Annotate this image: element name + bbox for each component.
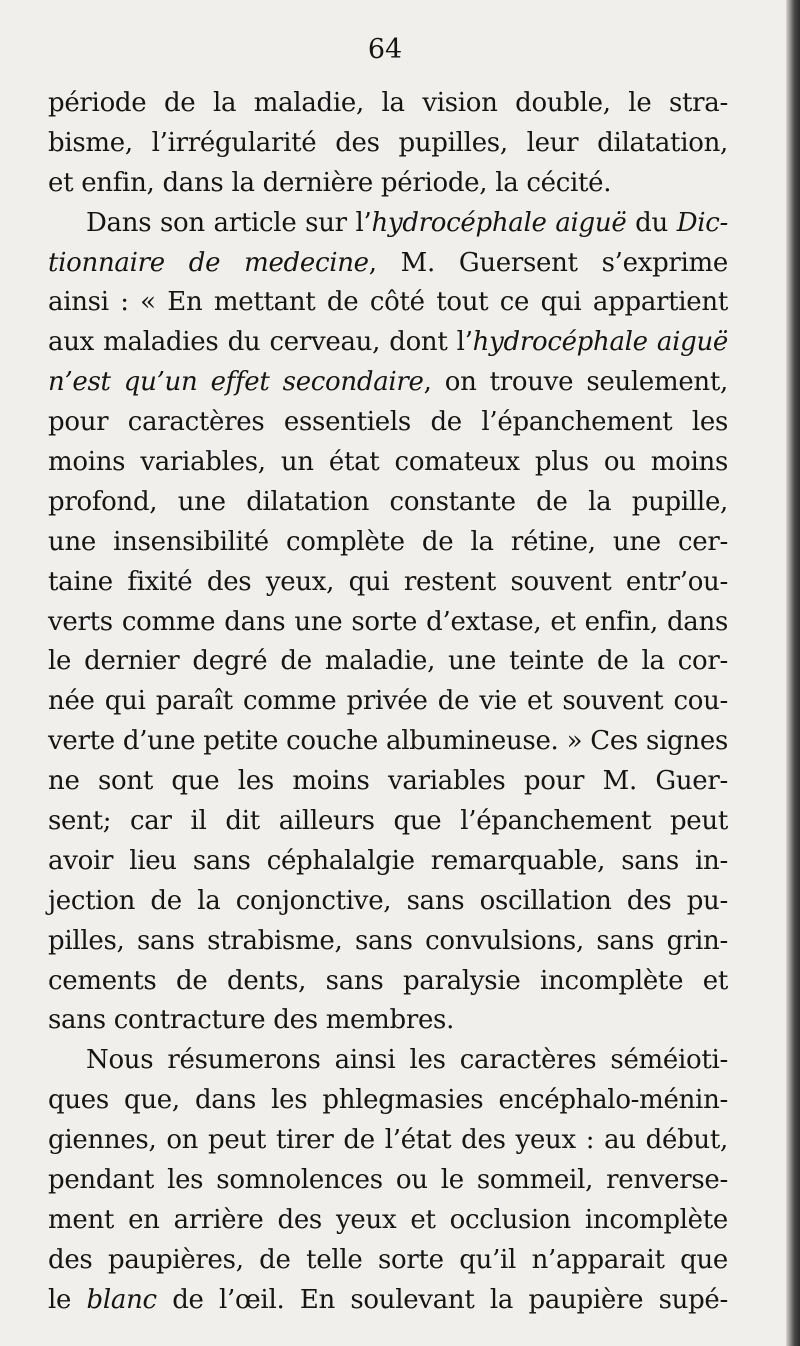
text-line <box>48 842 728 882</box>
text-segment: ment en arrière des yeux et occlusion incomplète <box>48 1204 728 1235</box>
text-segment: , on trouve seulement, <box>423 367 728 398</box>
text-line <box>48 323 728 363</box>
italic-segment: Dic- <box>676 207 729 238</box>
page-number: 64 <box>367 34 403 65</box>
text-segment: ques que, dans les phlegmasies encéphalo-ménin- <box>48 1085 728 1116</box>
text-segment: aux maladies du cerveau, dont l’ <box>48 327 473 358</box>
text-line <box>48 1081 728 1121</box>
text-segment: le <box>48 1284 87 1315</box>
text-line <box>48 882 728 922</box>
text-line <box>48 1281 728 1321</box>
italic-segment: tionnaire de medecine <box>48 247 369 278</box>
text-line <box>48 642 728 682</box>
text-segment: des paupières, de telle sorte qu’il n’apparait que <box>48 1244 728 1275</box>
text-line <box>48 363 728 403</box>
text-line <box>48 1001 728 1041</box>
text-segment: Dans son article sur l’ <box>86 207 372 238</box>
text-segment: de l’œil. En soulevant la paupière supé- <box>156 1284 728 1315</box>
text-segment: Nous résumerons ainsi les caractères séméioti- <box>86 1045 728 1076</box>
text-line <box>48 762 728 802</box>
text-segment: sans contracture des membres. <box>48 1005 455 1036</box>
text-line <box>48 204 728 244</box>
text-segment: une insensibilité complète de la rétine, une cer- <box>48 526 728 557</box>
text-line <box>48 1041 728 1081</box>
text-segment: , M. Guersent s’exprime <box>368 247 728 278</box>
text-line <box>48 523 728 563</box>
text-segment: verte d’une petite couche albumineuse. » Ces signes <box>48 726 728 757</box>
italic-segment: n’est qu’un effet secondaire <box>48 367 424 398</box>
text-segment: giennes, on peut tirer de l’état des yeux : au début, <box>48 1125 728 1156</box>
italic-segment: hydrocéphale aiguë <box>371 207 627 238</box>
page-edge-shadow <box>786 0 800 1346</box>
text-segment: ainsi : « En mettant de côté tout ce qui appartient <box>48 287 728 318</box>
text-line <box>48 563 728 603</box>
text-segment: jection de la conjonctive, sans oscillation des pu- <box>48 885 728 916</box>
text-segment: verts comme dans une sorte d’extase, et enfin, dans <box>48 606 728 637</box>
text-line <box>48 1241 728 1281</box>
text-line <box>48 283 728 323</box>
text-line <box>48 802 728 842</box>
text-segment: née qui paraît comme privée de vie et souvent cou- <box>48 686 728 717</box>
text-segment: le dernier degré de maladie, une teinte de la cor- <box>48 646 728 677</box>
text-line <box>48 922 728 962</box>
text-segment: pendant les somnolences ou le sommeil, renverse- <box>48 1165 728 1196</box>
text-segment: taine fixité des yeux, qui restent souvent entr’ou- <box>48 566 728 597</box>
text-line <box>48 244 728 284</box>
text-segment: ne sont que les moins variables pour M. Guer- <box>48 766 728 797</box>
text-segment: profond, une dilatation constante de la pupille, <box>48 486 728 517</box>
text-line <box>48 1121 728 1161</box>
text-line <box>48 962 728 1002</box>
text-segment: bisme, l’irrégularité des pupilles, leur dilatation, <box>48 127 728 158</box>
body-text <box>48 84 728 1321</box>
text-segment: pilles, sans strabisme, sans convulsions, sans grin- <box>48 925 728 956</box>
text-line <box>48 483 728 523</box>
text-line <box>48 722 728 762</box>
italic-segment: blanc <box>86 1284 157 1315</box>
text-segment: période de la maladie, la vision double, le stra- <box>48 88 728 118</box>
text-segment: sent; car il dit ailleurs que l’épanchement peut <box>48 806 728 837</box>
text-segment: cements de dents, sans paralysie incomplète et <box>48 965 728 996</box>
italic-segment: hydrocéphale aiguë <box>472 327 728 358</box>
text-line <box>48 603 728 643</box>
text-line <box>48 403 728 443</box>
text-segment: moins variables, un état comateux plus ou moins <box>48 447 728 478</box>
text-line <box>48 682 728 722</box>
text-segment: pour caractères essentiels de l’épanchement les <box>48 407 728 438</box>
text-line <box>48 1201 728 1241</box>
text-line <box>48 124 728 164</box>
text-segment: avoir lieu sans céphalalgie remarquable, sans in- <box>48 845 728 876</box>
text-segment: et enfin, dans la dernière période, la cécité. <box>48 167 612 198</box>
text-segment: du <box>626 207 677 238</box>
text-line <box>48 164 728 204</box>
text-line <box>48 1161 728 1201</box>
text-line <box>48 84 728 124</box>
text-line <box>48 443 728 483</box>
